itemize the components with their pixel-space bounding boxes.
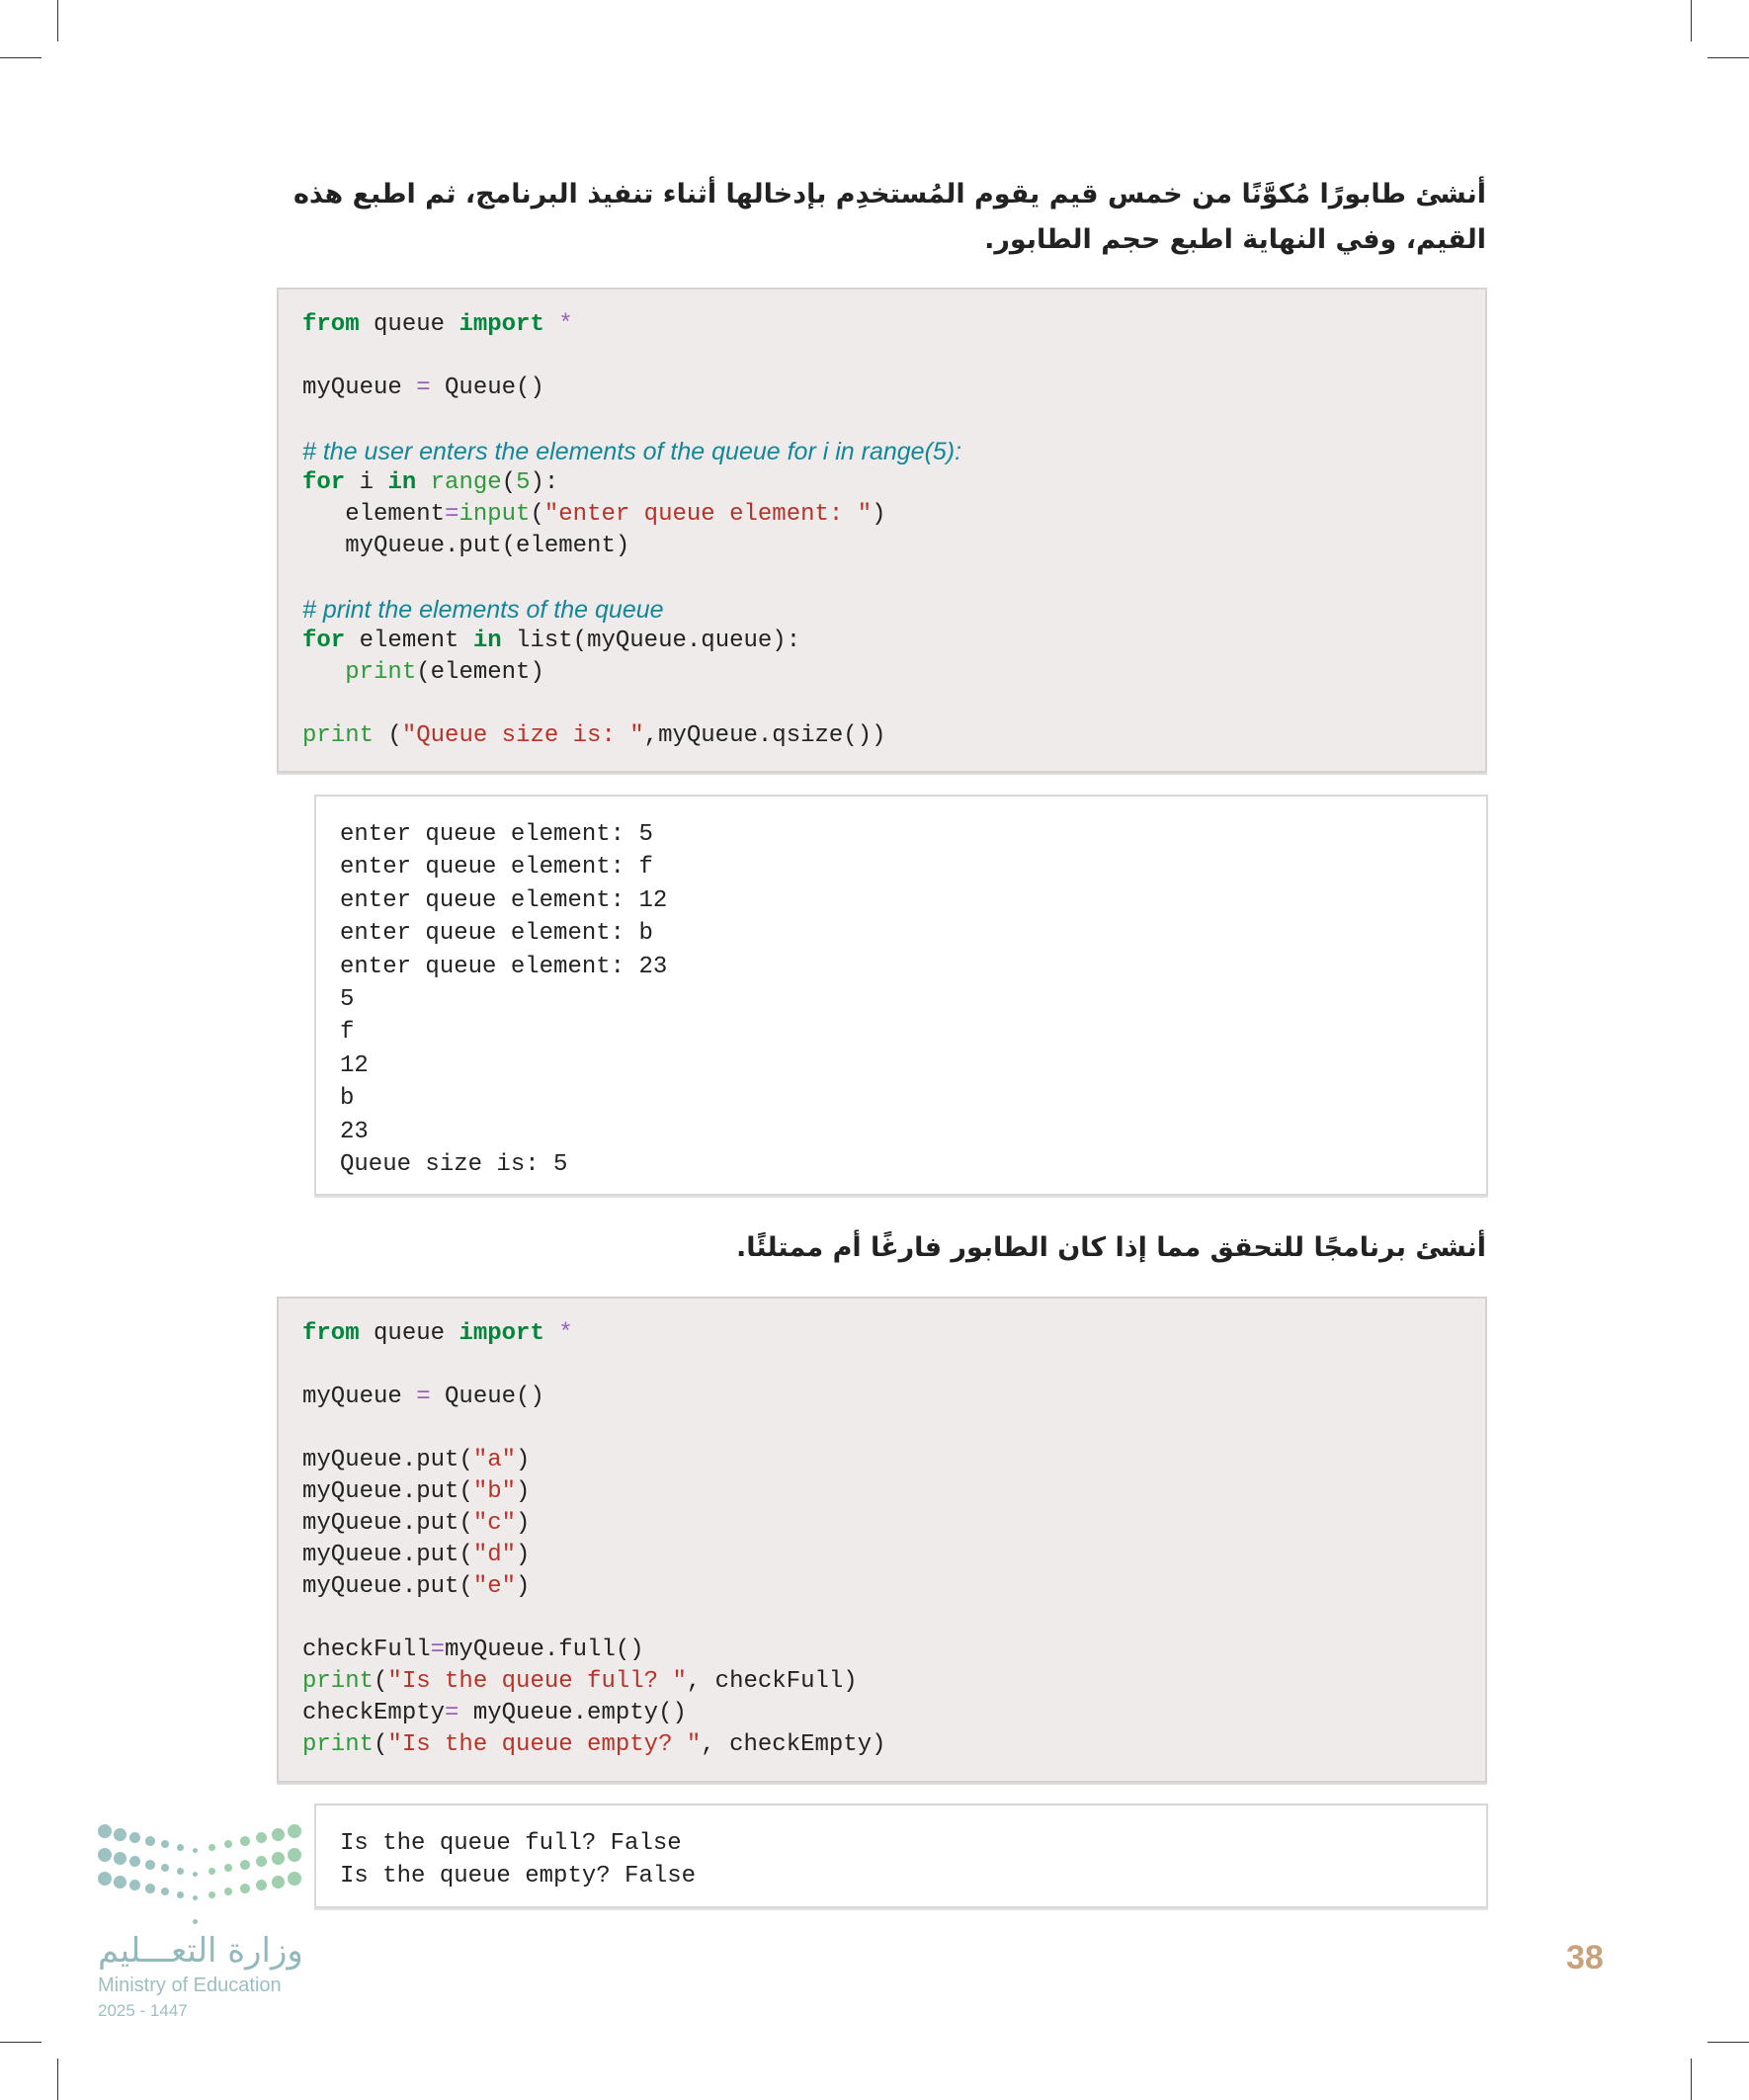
code-line [302,1413,1485,1445]
operator: = [416,375,431,401]
builtin: print [345,659,417,686]
code-text: Queue() [430,1384,544,1410]
keyword: from [302,1320,360,1347]
logo-dot [177,1844,184,1851]
logo-dot [129,1856,140,1867]
operator: * [558,1320,573,1347]
string-literal: "Queue size is: " [401,722,644,749]
logo-dot [177,1891,184,1898]
builtin: 5 [516,469,531,496]
keyword: import [458,1320,544,1347]
code-text: ( [501,469,517,496]
logo-dot [256,1856,267,1867]
logo-dot [161,1840,169,1848]
logo-dot [208,1844,215,1851]
code-text: ): [530,469,559,496]
code-text: , checkFull) [686,1668,858,1695]
logo-arabic-text: وزارة التعـــليم [98,1931,303,1971]
code-text: ) [516,1447,531,1473]
output-line: Is the queue empty? False [340,1863,697,1890]
logo-dot [193,1872,198,1877]
code-text: myQueue.put( [302,1510,473,1537]
logo-dot [129,1832,140,1843]
logo-dot [256,1880,267,1890]
code-text: ( [374,1731,388,1758]
code-text [544,1320,558,1347]
logo-dot [193,1848,198,1853]
logo-dot [240,1860,250,1870]
string-literal: "d" [472,1542,517,1568]
logo-dot [114,1828,126,1841]
code-line [302,1635,1485,1666]
keyword: from [302,311,360,338]
code-line [302,1445,1485,1476]
logo-dot [224,1864,232,1872]
logo-dot [98,1848,112,1862]
code-line [302,1571,1485,1603]
builtin: range [430,469,502,496]
instruction-paragraph-1: أنشئ طابورًا مُكوَّنًا من خمس قيم يقوم المُستخدِم بإدخالها أثناء تنفيذ البرنامج، ثم اطبع هذه القيم، وفي النهاية اطبع حجم الطابور. [292,179,1486,255]
output-line: enter queue element: 23 [340,953,668,980]
code-line [302,404,1485,436]
code-line [302,341,1485,373]
code-text: (element) [416,659,544,686]
logo-dot [256,1832,267,1843]
output-line: enter queue element: 12 [340,886,668,914]
string-literal: "a" [472,1447,517,1473]
output-line: enter queue element: b [340,920,653,948]
code-text: list(myQueue.queue): [501,628,801,654]
logo-dot [240,1884,250,1893]
code-text: checkFull [302,1637,431,1663]
code-text: element [302,501,446,528]
output-line: Queue size is: 5 [340,1150,568,1178]
logo-dot [272,1876,285,1889]
code-text: queue [359,311,459,338]
instruction-paragraph-2: أنشئ برنامجًا للتحقق مما إذا كان الطابور فارغًا أم ممتلئًا. [735,1232,1486,1263]
logo-dot [177,1868,184,1875]
builtin: print [302,1668,375,1695]
code-text: ( [530,501,544,528]
code-text: myQueue.put( [302,1573,473,1600]
output-line: 12 [340,1051,369,1079]
code-line [302,594,1485,626]
code-line [302,373,1485,404]
comment: # the user enters the elements of the queue for i in range(5): [302,438,962,465]
code-line [302,309,1485,341]
logo-dot [288,1824,301,1838]
code-line [302,1540,1485,1571]
operator: = [445,1700,459,1726]
output-line: b [340,1085,355,1113]
ministry-logo [98,1824,310,2021]
logo-year: 2025 - 1447 [98,2001,188,2020]
code-line [302,689,1485,720]
code-text: ) [872,501,886,528]
logo-english-text: Ministry of Education [98,1974,282,1996]
logo-dot [129,1880,140,1890]
keyword: import [458,311,544,338]
output-line: enter queue element: 5 [340,821,653,848]
keyword: for [302,469,346,496]
code-line [302,1698,1485,1729]
code-line [302,436,1485,467]
code-line [302,1729,1485,1761]
logo-dot [114,1852,126,1865]
code-text: myQueue.put( [302,1542,473,1568]
logo-dot [193,1895,198,1900]
logo-dot [98,1872,112,1886]
logo-dot [208,1868,215,1875]
logo-dot [98,1824,112,1838]
code-text: myQueue [302,375,417,401]
output-block-1 [314,795,1488,1196]
logo-dot [145,1836,155,1846]
code-text: i [345,469,388,496]
string-literal: "e" [472,1573,517,1600]
operator: = [416,1384,431,1410]
operator: = [430,1637,446,1663]
output-line: 23 [340,1118,369,1145]
code-line [302,1476,1485,1508]
code-line [302,1508,1485,1540]
code-text: ) [516,1573,531,1600]
logo-dot [288,1848,301,1862]
code-text: element [345,628,473,654]
code-line [302,1666,1485,1698]
code-text [416,469,430,496]
code-text: , checkEmpty) [701,1731,886,1758]
code-text: checkEmpty [302,1700,446,1726]
code-text: myQueue.put( [302,1478,473,1505]
logo-dot [224,1888,232,1895]
logo-dot [272,1852,285,1865]
code-text [544,311,558,338]
string-literal: "Is the queue empty? " [387,1731,702,1758]
logo-dot [240,1836,250,1846]
page-number: 38 [1566,1939,1604,1976]
code-block-2 [277,1297,1487,1783]
code-line [302,1318,1485,1350]
code-line [302,467,1485,499]
code-text: myQueue.full() [445,1637,644,1663]
output-line: 5 [340,985,355,1013]
code-text: myQueue.put( [302,1447,473,1473]
code-text: myQueue [302,1384,417,1410]
string-literal: "b" [472,1478,517,1505]
string-literal: "c" [472,1510,517,1537]
code-text: ( [374,1668,388,1695]
keyword: in [472,628,502,654]
code-line [302,1382,1485,1413]
code-line [302,1350,1485,1382]
builtin: print [302,722,375,749]
code-text: queue [359,1320,459,1347]
logo-dot [161,1888,169,1895]
code-block-1 [277,288,1487,773]
code-line [302,499,1485,531]
keyword: in [387,469,417,496]
code-text: myQueue.put(element) [302,533,630,559]
builtin: print [302,1731,375,1758]
code-line [302,626,1485,657]
code-text: ( [374,722,402,749]
comment: # print the elements of the queue [302,596,664,624]
code-line [302,720,1485,752]
builtin: input [458,501,531,528]
logo-dots-icon [98,1824,310,1903]
code-line [302,1603,1485,1635]
logo-dot [161,1864,169,1872]
code-text [302,659,345,686]
code-line [302,562,1485,594]
operator: = [445,501,459,528]
string-literal: "enter queue element: " [543,501,873,528]
output-line: f [340,1019,355,1047]
logo-dot [272,1828,285,1841]
operator: * [558,311,573,338]
logo-dot [145,1860,155,1870]
code-line [302,657,1485,689]
output-line: enter queue element: f [340,854,653,882]
code-text: Queue() [430,375,544,401]
logo-dot [145,1884,155,1893]
logo-dot [193,1919,198,1924]
logo-dot [224,1840,232,1848]
code-text: myQueue.empty() [458,1700,687,1726]
logo-dot [114,1876,126,1889]
code-text: ) [516,1510,531,1537]
code-text: ) [516,1478,531,1505]
output-block-2 [314,1804,1488,1908]
logo-dot [288,1872,301,1886]
string-literal: "Is the queue full? " [387,1668,687,1695]
code-text: ,myQueue.qsize()) [643,722,886,749]
logo-dot [208,1891,215,1898]
code-line [302,531,1485,562]
code-text: ) [516,1542,531,1568]
output-line: Is the queue full? False [340,1830,682,1857]
keyword: for [302,628,346,654]
